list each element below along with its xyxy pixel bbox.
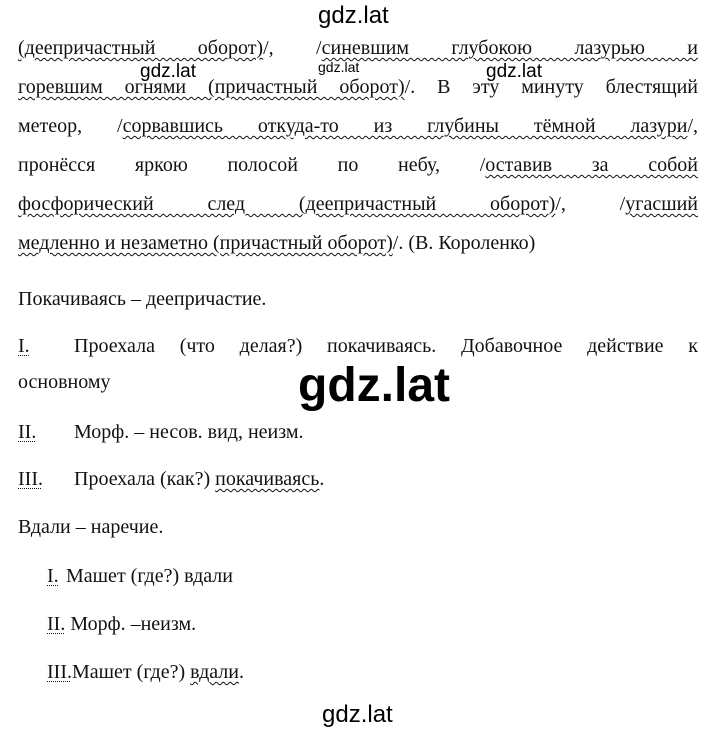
word1-point-3: III. Проехала (как?) покачиваясь. (18, 468, 325, 490)
word2-point-2: II. Морф. –неизм. (47, 613, 197, 635)
roman-numeral: I. (18, 335, 30, 357)
phrase-participial: синевшим глубокою лазурью и (321, 37, 698, 59)
phrase-adverbial: сорвавшись откуда-то из глубины тёмной лазури (122, 115, 688, 137)
phrase-participial: медленно и незаметно (причастный оборот) (18, 232, 393, 254)
watermark-top: gdz.lat (318, 2, 389, 29)
passage-line-4: пронёсся яркою полосой по небу, /оставив за собой (18, 154, 698, 176)
watermark-right: gdz.lat (486, 61, 542, 82)
roman-numeral: II. (18, 421, 37, 443)
word2-heading: Вдали – наречие. (18, 516, 164, 538)
phrase-participial: угасший (625, 193, 698, 215)
underlined-word: покачиваясь (215, 468, 320, 490)
word2-point-3: III.Машет (где?) вдали. (47, 661, 244, 683)
word1-point-1-cont: основному (18, 371, 111, 393)
passage-line-2: горевшим огнями (причастный оборот)/. В эту минуту блестящий (18, 76, 699, 98)
roman-numeral: III. (47, 661, 72, 683)
passage-line-6: медленно и незаметно (причастный оборот)/. (В. Короленко) (18, 232, 536, 254)
word2-point-1: I. Машет (где?) вдали (47, 565, 233, 587)
watermark-center: gdz.lat (298, 359, 450, 412)
roman-numeral: I. (47, 565, 59, 587)
passage-line-1: (деепричастный оборот)/, /синевшим глубокою лазурью и (18, 37, 698, 59)
passage-line-3: метеор, /сорвавшись откуда-то из глубины тёмной лазури/, (18, 115, 698, 137)
watermark-bottom: gdz.lat (322, 701, 393, 728)
roman-numeral: II. (47, 613, 66, 635)
phrase-adverbial: (деепричастный оборот) (18, 37, 264, 59)
phrase-adverbial: оставив за собой (485, 154, 698, 176)
watermark-small: gdz.lat (318, 59, 360, 75)
word1-heading: Покачиваясь – деепричастие. (18, 288, 267, 310)
word1-point-2: II. Морф. – несов. вид, неизм. (18, 421, 304, 443)
word1-point-1: I. Проехала (что делая?) покачиваясь. Добавочное действие к (18, 335, 698, 357)
watermark-left: gdz.lat (140, 61, 196, 82)
phrase-participial: горевшим огнями (причастный оборот) (18, 76, 405, 98)
phrase-adverbial: фосфорический след (деепричастный оборот) (18, 193, 556, 215)
passage-line-5: фосфорический след (деепричастный оборот)/, /угасший (18, 193, 698, 215)
underlined-word: вдали (190, 661, 239, 683)
roman-numeral: III. (18, 468, 43, 490)
